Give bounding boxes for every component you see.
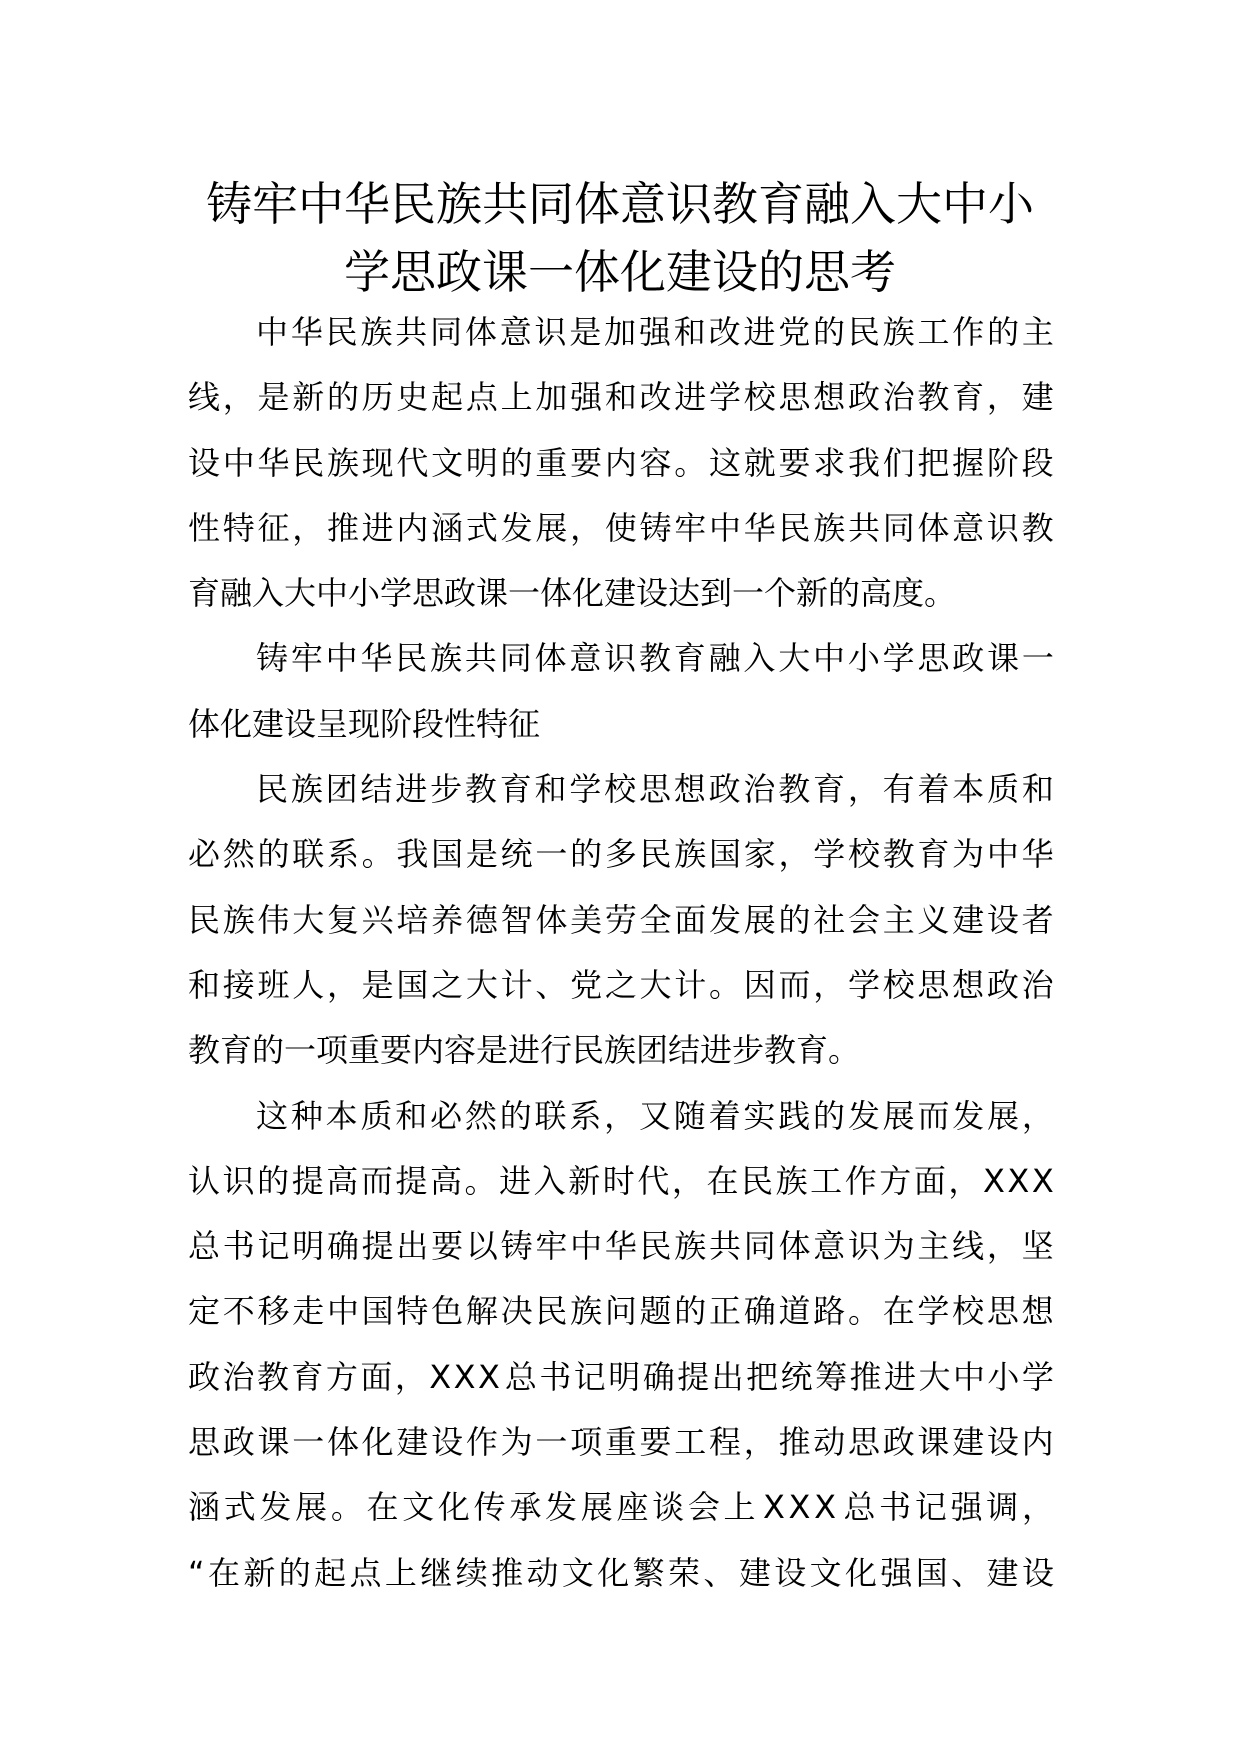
text-line: 线 ， 是 新 的 历 史 起 点 上 加 强 和 改 进 学 校 思 想 政 治 教 育 ， 建 (188, 378, 1054, 417)
text-line: 铸 牢 中 华 民 族 共 同 体 意 识 教 育 融 入 大 中 小 学 思 政 课 一 (256, 639, 1054, 678)
text-line: 政 治 教 育 方 面 ， X X X 总 书 记 明 确 提 出 把 统 筹 推 进 大 中 小 学 (188, 1357, 1054, 1396)
text-line: 涵 式 发 展 。 在 文 化 传 承 发 展 座 谈 会 上 X X X 总 书 记 强 调 ， (188, 1488, 1054, 1527)
text-line: 民 族 伟 大 复 兴 培 养 德 智 体 美 劳 全 面 发 展 的 社 会 主 义 建 设 者 (188, 900, 1054, 939)
text-line: 总 书 记 明 确 提 出 要 以 铸 牢 中 华 民 族 共 同 体 意 识 为 主 线 ， 坚 (188, 1227, 1054, 1266)
title-line: 学思政课一体化建设的思考 (344, 245, 896, 299)
text-line: 性 特 征 ， 推 进 内 涵 式 发 展 ， 使 铸 牢 中 华 民 族 共 同 体 意 识 教 (188, 508, 1054, 547)
text-line: 育融入大中小学思政课一体化建设达到一个新的高度。 (188, 574, 957, 613)
text-line: 设 中 华 民 族 现 代 文 明 的 重 要 内 容 。 这 就 要 求 我 们 把 握 阶 段 (188, 443, 1054, 482)
text-line: 中 华 民 族 共 同 体 意 识 是 加 强 和 改 进 党 的 民 族 工 作 的 主 (256, 313, 1054, 351)
text-line: “ 在 新 的 起 点 上 继 续 推 动 文 化 繁 荣 、 建 设 文 化 强 国 、 建 设 (188, 1553, 1054, 1592)
document-body (188, 300, 1054, 1606)
text-line: 必 然 的 联 系 。 我 国 是 统 一 的 多 民 族 国 家 ， 学 校 教 育 为 中 华 (188, 835, 1054, 874)
text-line: 这 种 本 质 和 必 然 的 联 系 ， 又 随 着 实 践 的 发 展 而 发 展 ， (256, 1096, 1054, 1135)
text-line: 认 识 的 提 高 而 提 高 。 进 入 新 时 代 ， 在 民 族 工 作 方 面 ， X X X (188, 1161, 1054, 1200)
document-title (190, 170, 1050, 306)
text-line: 定 不 移 走 中 国 特 色 解 决 民 族 问 题 的 正 确 道 路 。 在 学 校 思 想 (188, 1292, 1054, 1331)
text-line: 教育的一项重要内容是进行民族团结进步教育。 (188, 1031, 861, 1070)
text-line: 民 族 团 结 进 步 教 育 和 学 校 思 想 政 治 教 育 ， 有 着 本 质 和 (256, 770, 1054, 809)
text-line: 体化建设呈现阶段性特征 (188, 704, 541, 743)
text-line: 思 政 课 一 体 化 建 设 作 为 一 项 重 要 工 程 ， 推 动 思 政 课 建 设 内 (188, 1423, 1054, 1462)
text-line: 和 接 班 人 ， 是 国 之 大 计 、 党 之 大 计 。 因 而 ， 学 校 思 想 政 治 (188, 965, 1054, 1004)
title-line: 铸牢中华民族共同体意识教育融入大中小 (206, 177, 1034, 231)
